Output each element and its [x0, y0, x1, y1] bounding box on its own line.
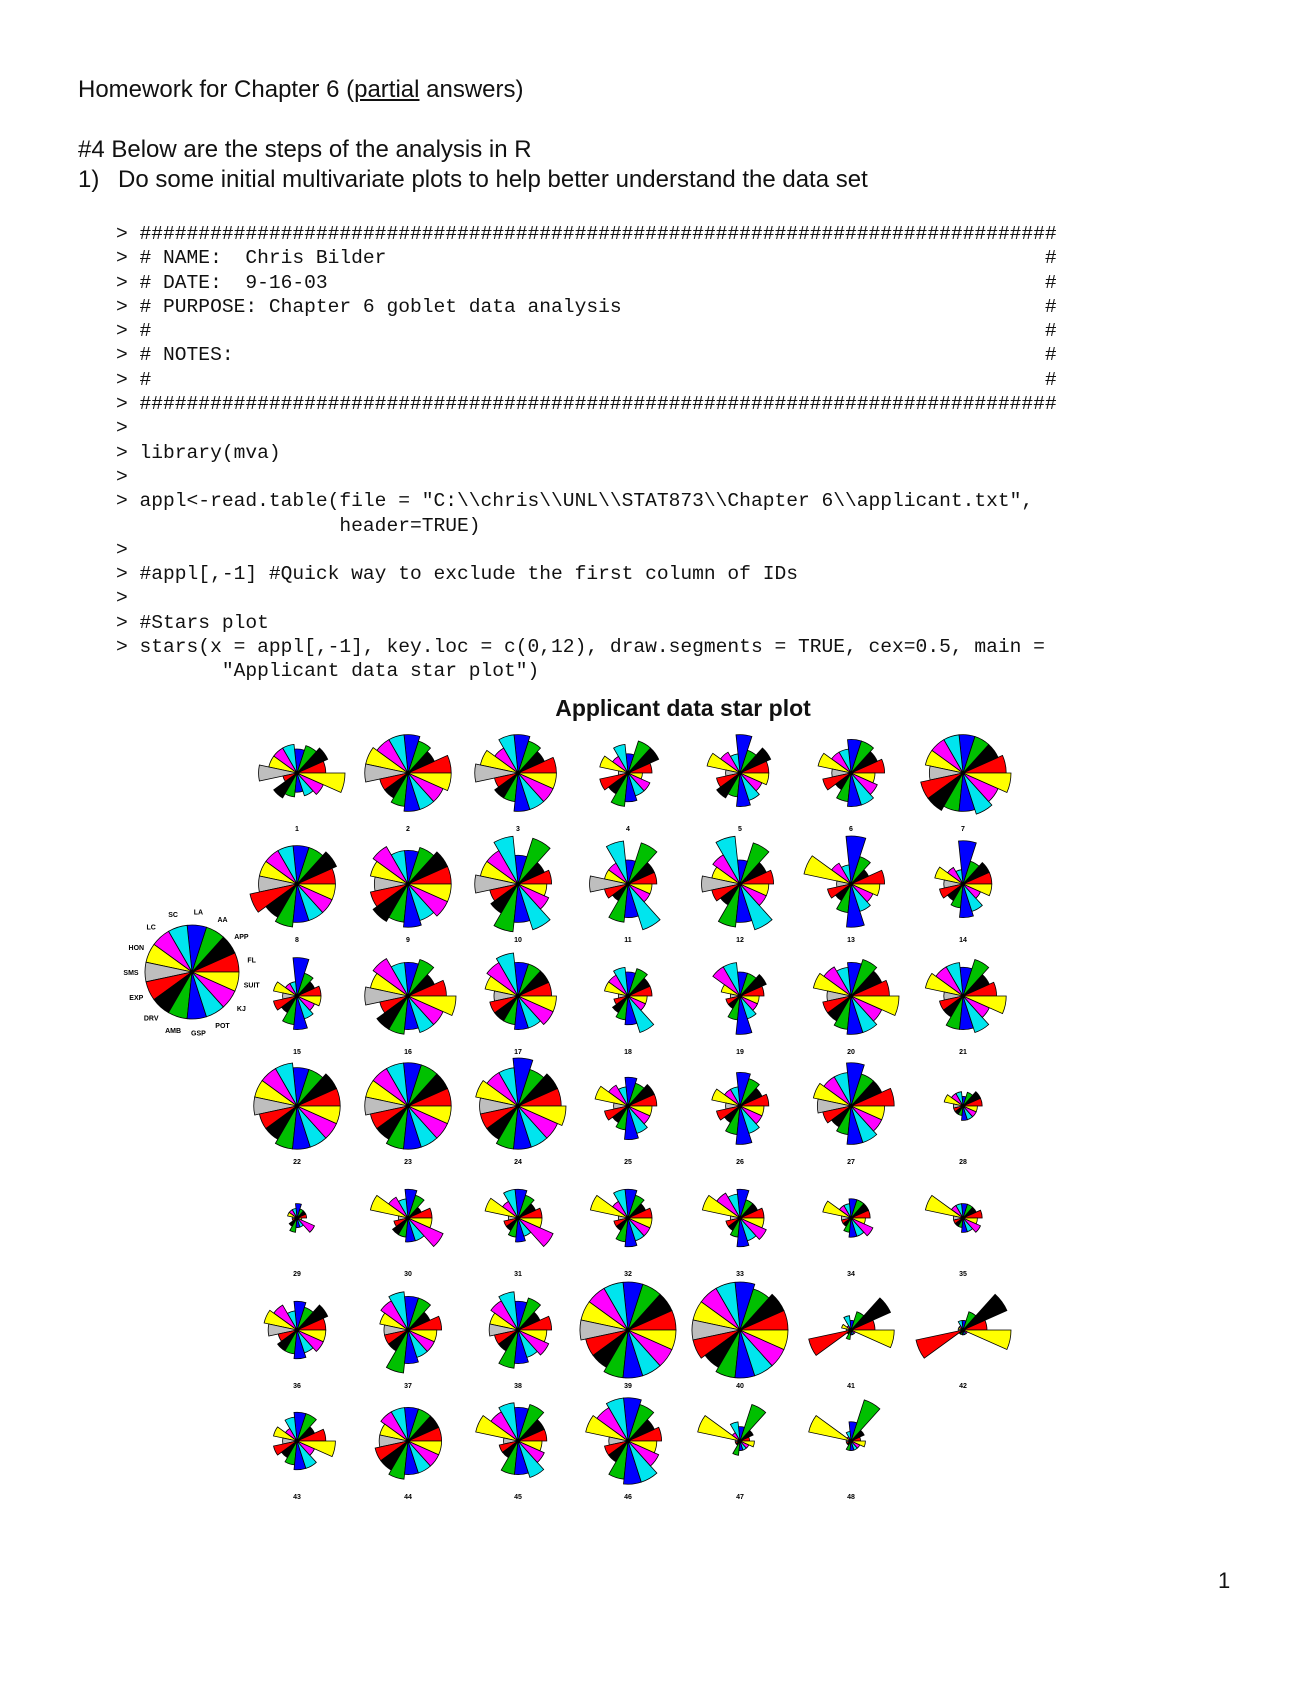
star-label: 5: [738, 826, 742, 833]
code-line: > # NAME: Chris Bilder #: [116, 247, 1057, 270]
star-15: [274, 958, 322, 1030]
star-label: 40: [736, 1383, 744, 1390]
code-line: > ##############################################################################: [116, 223, 1057, 245]
star-label: 17: [514, 1049, 522, 1056]
code-line: > # DATE: 9-16-03 #: [116, 271, 1057, 294]
star-label: 29: [293, 1271, 301, 1278]
code-line: > appl<-read.table(file = "C:\\chris\\UNL\\STAT873\\Chapter 6\\applicant.txt",: [116, 490, 1034, 513]
star-label: 15: [293, 1049, 301, 1056]
key-label: FL: [247, 957, 256, 965]
star-31: [485, 1189, 553, 1246]
key-label: APP: [234, 934, 249, 942]
star-24: [476, 1058, 566, 1149]
star-9: [370, 847, 451, 928]
star-4: [600, 741, 659, 806]
star-label: 48: [847, 1494, 855, 1501]
title-text-end: answers): [419, 76, 524, 103]
star-label: 1: [295, 826, 299, 833]
star-label: 37: [404, 1383, 412, 1390]
star-19: [713, 963, 767, 1035]
star-label: 41: [847, 1383, 855, 1390]
question-line: #4 Below are the steps of the analysis in R: [78, 136, 532, 163]
star-48: [809, 1400, 880, 1451]
star-label: 30: [404, 1271, 412, 1278]
star-label: 24: [514, 1159, 522, 1166]
title-underlined-word: partial: [354, 76, 420, 103]
star-label: 31: [514, 1271, 522, 1278]
star-label: 16: [404, 1049, 412, 1056]
star-label: 45: [514, 1494, 522, 1501]
star-13: [804, 836, 885, 927]
star-segment-exp: [916, 1330, 963, 1358]
key-label: LC: [146, 924, 156, 932]
star-label: 39: [624, 1383, 632, 1390]
star-38: [489, 1292, 551, 1368]
star-16: [365, 959, 456, 1035]
star-32: [590, 1189, 652, 1247]
code-line: > ##############################################################################: [116, 393, 1057, 416]
page-number: 1: [1218, 1568, 1231, 1593]
star-label: 18: [624, 1049, 632, 1056]
star-10: [475, 836, 552, 931]
star-22: [254, 1063, 340, 1149]
star-segment-aa: [851, 1400, 880, 1441]
star-1: [259, 744, 345, 798]
key-label: AA: [217, 917, 228, 925]
star-29: [288, 1204, 315, 1233]
star-label: 44: [404, 1494, 412, 1501]
star-label: 36: [293, 1383, 301, 1390]
star-label: 6: [849, 826, 853, 833]
key-label: SC: [168, 912, 178, 919]
star-label: 46: [624, 1494, 632, 1501]
code-line: > # #: [116, 320, 1057, 343]
star-segment-suit: [851, 1330, 894, 1348]
star-label: 9: [406, 937, 410, 944]
step-number: 1): [78, 166, 100, 193]
star-44: [375, 1407, 442, 1479]
star-34: [823, 1199, 873, 1237]
star-35: [925, 1195, 982, 1232]
key-label: SUIT: [243, 982, 260, 990]
code-line: >: [116, 587, 128, 610]
star-42: [916, 1294, 1011, 1358]
star-label: 25: [624, 1159, 632, 1166]
star-23: [365, 1063, 451, 1149]
star-segment-exp: [809, 1330, 851, 1355]
star-label: 47: [736, 1494, 744, 1501]
key-label: GSP: [191, 1030, 206, 1038]
star-label: 23: [404, 1159, 412, 1166]
key-star: [145, 925, 239, 1019]
star-45: [476, 1403, 547, 1478]
star-label: 10: [514, 937, 522, 944]
star-2: [365, 735, 451, 812]
code-line: >: [116, 538, 128, 561]
code-line: "Applicant data star plot"): [116, 660, 540, 683]
star-label: 33: [736, 1271, 744, 1278]
star-14: [935, 841, 992, 918]
star-12: [702, 836, 774, 929]
star-41: [809, 1298, 895, 1356]
star-label: 28: [959, 1159, 967, 1166]
star-36: [264, 1301, 328, 1359]
code-line: > stars(x = appl[,-1], key.loc = c(0,12), draw.segments = TRUE, cex=0.5, main =: [116, 636, 1045, 659]
star-label: 20: [847, 1049, 855, 1056]
star-20: [813, 960, 899, 1035]
key-label: POT: [215, 1022, 230, 1030]
code-line: > # #: [116, 368, 1057, 391]
star-label: 27: [847, 1159, 855, 1166]
star-label: 35: [959, 1271, 967, 1278]
star-label: 42: [959, 1383, 967, 1390]
star-18: [605, 967, 654, 1032]
star-label: 32: [624, 1271, 632, 1278]
code-line: > # NOTES: #: [116, 344, 1057, 367]
code-line: header=TRUE): [116, 514, 481, 537]
key-label: KJ: [236, 1005, 246, 1013]
key-label: SMS: [123, 970, 139, 977]
star-5: [707, 735, 771, 807]
star-label: 3: [516, 826, 520, 833]
code-line: >: [116, 417, 128, 440]
key-label: LA: [193, 909, 204, 917]
key-label: HON: [128, 945, 145, 953]
star-46: [586, 1398, 662, 1484]
chart-title: Applicant data star plot: [555, 695, 811, 721]
star-label: 4: [626, 826, 630, 833]
star-33: [702, 1189, 766, 1247]
star-17: [485, 953, 556, 1030]
code-line: > # PURPOSE: Chapter 6 goblet data analysis #: [116, 295, 1057, 318]
star-label: 8: [295, 937, 299, 944]
star-segment-hon: [809, 1416, 851, 1441]
star-label: 13: [847, 937, 855, 944]
step-text: Do some initial multivariate plots to help better understand the data set: [118, 166, 868, 193]
star-label: 26: [736, 1159, 744, 1166]
star-label: 14: [959, 937, 967, 944]
title-text-start: Homework for Chapter 6 (: [78, 76, 355, 103]
star-3: [475, 735, 557, 812]
star-label: 21: [959, 1049, 967, 1056]
star-label: 22: [293, 1159, 301, 1166]
star-label: 2: [406, 826, 410, 833]
star-label: 43: [293, 1494, 301, 1501]
star-25: [595, 1077, 657, 1139]
star-47: [698, 1405, 766, 1456]
star-segment-suit: [963, 1330, 1011, 1350]
code-line: >: [116, 465, 128, 488]
star-40: [692, 1282, 788, 1378]
star-11: [590, 841, 661, 930]
code-line: > #appl[,-1] #Quick way to exclude the first column of IDs: [116, 563, 798, 586]
star-28: [944, 1092, 982, 1121]
star-26: [712, 1072, 769, 1144]
star-6: [818, 739, 885, 806]
star-label: 12: [736, 937, 744, 944]
star-label: 19: [736, 1049, 744, 1056]
star-43: [274, 1412, 336, 1470]
star-8: [250, 846, 337, 927]
star-30: [370, 1189, 443, 1246]
star-label: 11: [624, 937, 632, 944]
star-label: 7: [961, 826, 965, 833]
star-27: [813, 1063, 894, 1145]
key-label: AMB: [165, 1028, 182, 1035]
star-7: [921, 735, 1011, 815]
star-39: [580, 1282, 676, 1378]
code-line: > #Stars plot: [116, 611, 269, 634]
code-line: > library(mva): [116, 441, 281, 464]
star-21: [925, 960, 1006, 1033]
key-label: DRV: [143, 1015, 159, 1023]
key-label: EXP: [129, 994, 144, 1002]
star-37: [380, 1292, 442, 1373]
star-label: 38: [514, 1383, 522, 1390]
star-label: 34: [847, 1271, 855, 1278]
